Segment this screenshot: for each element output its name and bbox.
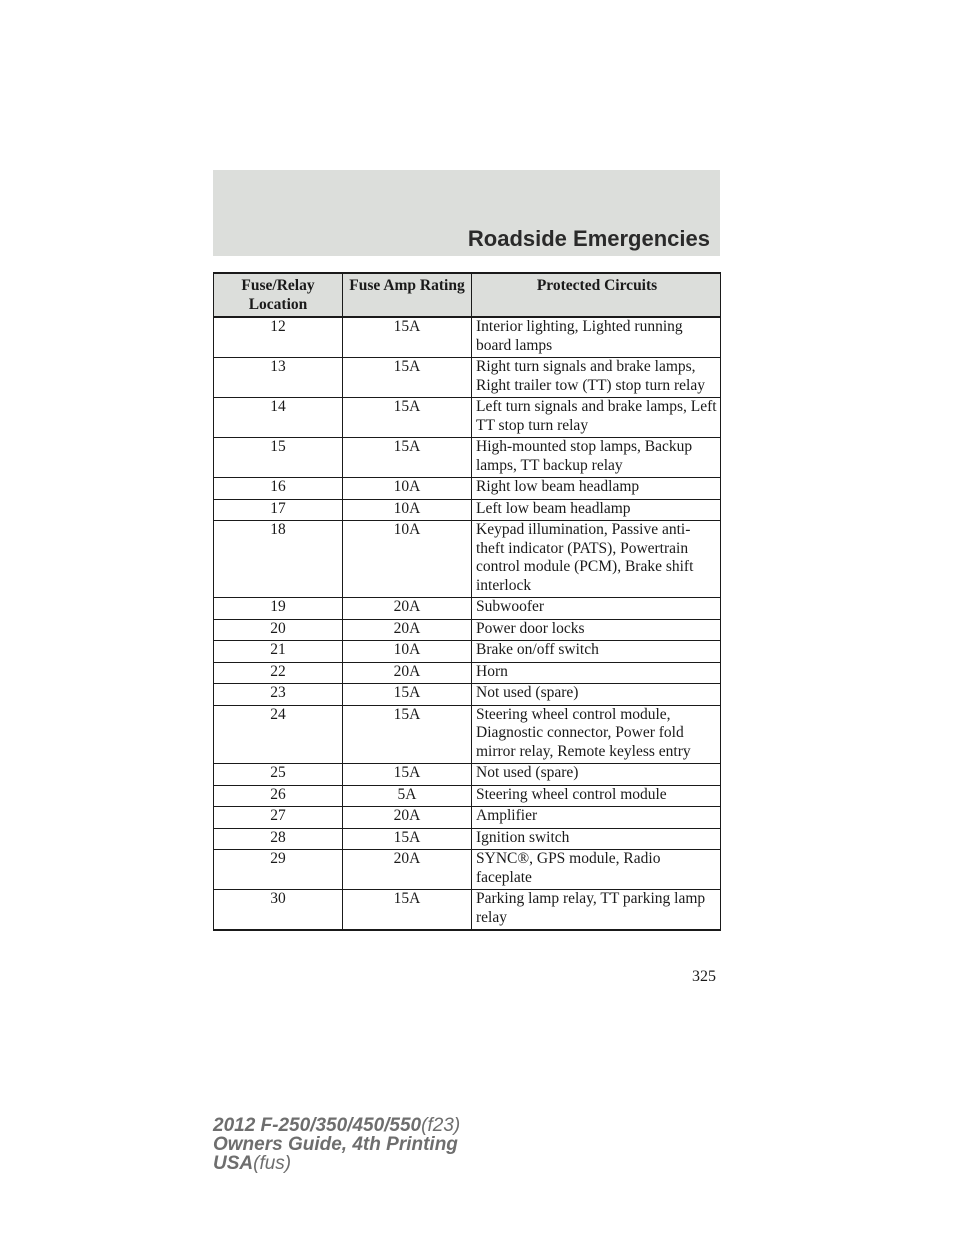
fuse-location-cell: 25: [214, 764, 343, 786]
footer-model: 2012 F-250/350/450/550: [213, 1115, 422, 1136]
protected-circuits-cell: Horn: [472, 662, 721, 684]
fuse-amp-cell: 20A: [343, 662, 472, 684]
fuse-amp-cell: 10A: [343, 521, 472, 598]
page-number: 325: [692, 968, 716, 985]
fuse-amp-cell: 20A: [343, 598, 472, 620]
protected-circuits-cell: Not used (spare): [472, 684, 721, 706]
protected-circuits-cell: High-mounted stop lamps, Backup lamps, TT backup relay: [472, 438, 721, 478]
table-row: [214, 850, 721, 890]
table-row: [214, 619, 721, 641]
protected-circuits-cell: Steering wheel control module: [472, 785, 721, 807]
protected-circuits-cell: Subwoofer: [472, 598, 721, 620]
fuse-amp-cell: 15A: [343, 684, 472, 706]
fuse-location-cell: 30: [214, 890, 343, 931]
protected-circuits-cell: Left turn signals and brake lamps, Left TT stop turn relay: [472, 398, 721, 438]
fuse-amp-cell: 10A: [343, 478, 472, 500]
column-header-amp-rating: Fuse Amp Rating: [343, 273, 472, 317]
section-title: Roadside Emergencies: [467, 226, 710, 251]
column-header-protected-circuits: Protected Circuits: [472, 273, 721, 317]
table-row: [214, 317, 721, 358]
table-row: [214, 521, 721, 598]
table-row: [214, 705, 721, 764]
table-row: [214, 598, 721, 620]
footer-printing: Owners Guide, 4th Printing: [213, 1134, 458, 1155]
fuse-location-cell: 20: [214, 619, 343, 641]
table-row: [214, 499, 721, 521]
fuse-amp-cell: 20A: [343, 807, 472, 829]
fuse-location-cell: 27: [214, 807, 343, 829]
table-row: [214, 684, 721, 706]
table-row: [214, 662, 721, 684]
fuse-amp-cell: 15A: [343, 398, 472, 438]
fuse-amp-cell: 10A: [343, 499, 472, 521]
fuse-location-cell: 15: [214, 438, 343, 478]
protected-circuits-cell: Ignition switch: [472, 828, 721, 850]
protected-circuits-cell: Brake on/off switch: [472, 641, 721, 663]
fuse-location-cell: 18: [214, 521, 343, 598]
fuse-location-cell: 17: [214, 499, 343, 521]
footer-model-code: (f23): [421, 1115, 461, 1136]
table-row: [214, 398, 721, 438]
fuse-location-cell: 12: [214, 317, 343, 358]
fuse-amp-cell: 15A: [343, 764, 472, 786]
fuse-location-cell: 16: [214, 478, 343, 500]
fuse-location-cell: 24: [214, 705, 343, 764]
fuse-amp-cell: 15A: [343, 317, 472, 358]
protected-circuits-cell: Not used (spare): [472, 764, 721, 786]
footer-line-model: [213, 1116, 460, 1135]
section-header-band: [213, 170, 720, 256]
footer-line-market: [213, 1154, 460, 1173]
fuse-location-cell: 19: [214, 598, 343, 620]
footer-line-printing: [213, 1135, 460, 1154]
fuse-amp-cell: 15A: [343, 438, 472, 478]
column-header-location: Fuse/Relay Location: [214, 273, 343, 317]
table-row: [214, 828, 721, 850]
fuse-location-cell: 14: [214, 398, 343, 438]
protected-circuits-cell: Power door locks: [472, 619, 721, 641]
protected-circuits-cell: Left low beam headlamp: [472, 499, 721, 521]
fuse-location-cell: 23: [214, 684, 343, 706]
fuse-amp-cell: 20A: [343, 850, 472, 890]
protected-circuits-cell: Parking lamp relay, TT parking lamp relay: [472, 890, 721, 931]
footer-market: USA: [213, 1153, 254, 1174]
table-row: [214, 785, 721, 807]
fuse-table: [213, 272, 721, 931]
fuse-location-cell: 21: [214, 641, 343, 663]
protected-circuits-cell: Amplifier: [472, 807, 721, 829]
fuse-location-cell: 26: [214, 785, 343, 807]
fuse-amp-cell: 15A: [343, 890, 472, 931]
protected-circuits-cell: Right turn signals and brake lamps, Right trailer tow (TT) stop turn relay: [472, 358, 721, 398]
protected-circuits-cell: Steering wheel control module, Diagnostic connector, Power fold mirror relay, Remote keyless entry: [472, 705, 721, 764]
protected-circuits-cell: Keypad illumination, Passive anti-theft indicator (PATS), Powertrain control module (PCM), Brake shift interlock: [472, 521, 721, 598]
fuse-amp-cell: 5A: [343, 785, 472, 807]
fuse-amp-cell: 15A: [343, 828, 472, 850]
fuse-amp-cell: 10A: [343, 641, 472, 663]
fuse-amp-cell: 15A: [343, 358, 472, 398]
footer-market-code: (fus): [253, 1153, 292, 1174]
table-row: [214, 358, 721, 398]
protected-circuits-cell: Right low beam headlamp: [472, 478, 721, 500]
table-header-row: [214, 273, 721, 317]
document-footer: [213, 1116, 460, 1173]
fuse-location-cell: 13: [214, 358, 343, 398]
fuse-location-cell: 28: [214, 828, 343, 850]
fuse-amp-cell: 20A: [343, 619, 472, 641]
table-row: [214, 807, 721, 829]
table-row: [214, 641, 721, 663]
fuse-table-body: [214, 317, 721, 930]
table-row: [214, 478, 721, 500]
protected-circuits-cell: Interior lighting, Lighted running board lamps: [472, 317, 721, 358]
table-row: [214, 764, 721, 786]
fuse-location-cell: 29: [214, 850, 343, 890]
table-row: [214, 890, 721, 931]
fuse-location-cell: 22: [214, 662, 343, 684]
fuse-amp-cell: 15A: [343, 705, 472, 764]
protected-circuits-cell: SYNC®, GPS module, Radio faceplate: [472, 850, 721, 890]
table-row: [214, 438, 721, 478]
